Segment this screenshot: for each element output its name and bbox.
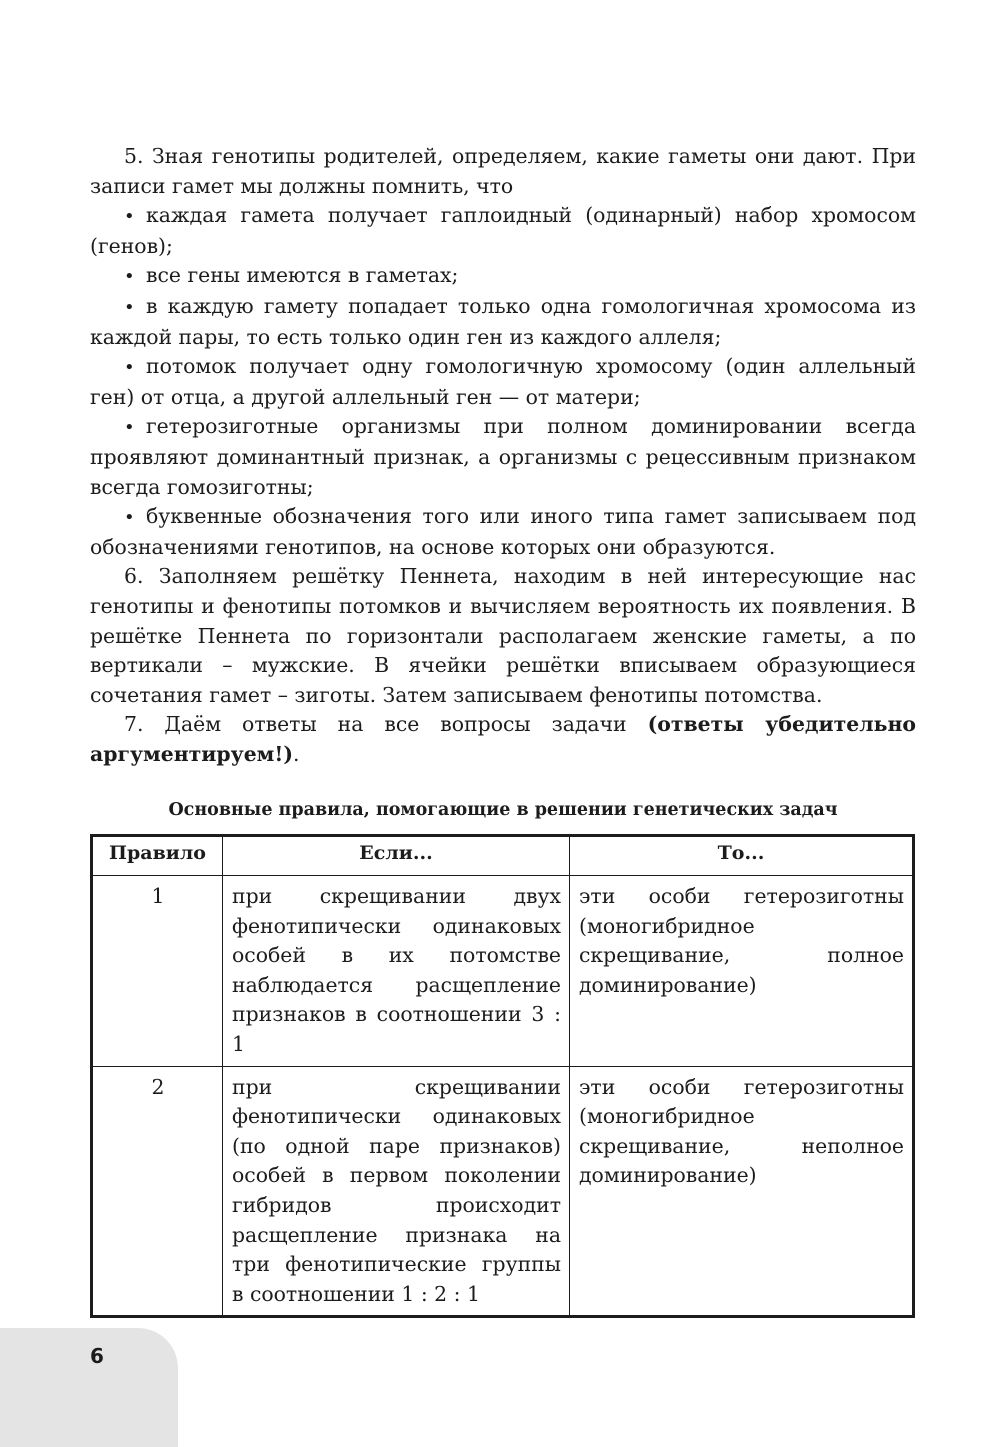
rule-condition: при скрещивании фенотипически одинаковых (по одной паре признаков) особей в первом поколении гибридов происходит расщепление признака на три фенотипические группы в соотношении 1 : 2 : 1 [223,1066,570,1317]
table-row [92,876,914,1067]
rule-result: эти особи гетерозиготны (моногибридное скрещивание, неполное доминирование) [570,1066,914,1317]
paragraph-7 [90,710,916,769]
bullet-text: все гены имеются в гаметах; [146,263,459,288]
bullet-item [90,201,916,261]
bullet-icon: • [124,296,135,318]
bullet-text: гетерозиготные организмы при полном доминировании всегда проявляют доминантный признак, а организмы с рецессивным признаком всегда гомозиготны; [90,414,916,499]
rule-result: эти особи гетерозиготны (моногибридное скрещивание, полное доминирование) [570,876,914,1067]
rules-table [90,834,915,1318]
bullet-icon: • [124,357,135,379]
header-then: То... [570,836,914,876]
bullet-item [90,292,916,352]
page-corner-tab [0,1328,178,1447]
bullet-item [90,261,916,292]
rule-condition: при скрещивании двух фенотипически одинаковых особей в их потомстве наблюдается расщепление признаков в соотношении 3 : 1 [223,876,570,1067]
paragraph-7-end: . [292,741,300,766]
bullet-icon: • [124,507,135,529]
table-title: Основные правила, помогающие в решении генетических задач [168,800,838,820]
paragraph-5: 5. Зная генотипы родителей, определяем, какие гаметы они дают. При записи гамет мы должны помнить, что [90,144,916,198]
bullet-text: потомок получает одну гомологичную хромосому (один аллельный ген) от отца, а другой аллельный ген — от матери; [90,354,916,409]
paragraph-6: 6. Заполняем решётку Пеннета, находим в ней интересующие нас генотипы и фенотипы потомков и вычисляем вероятность их появления. В решётке Пеннета по горизонтали располагаем женские гаметы, а по вертикали – мужские. В ячейки решётки вписываем образующиеся сочетания гамет – зиготы. Затем записываем фенотипы потомства. [90,564,916,707]
bullet-icon: • [124,266,135,288]
page-number: 6 [90,1344,104,1368]
header-if: Если... [223,836,570,876]
bullet-item [90,502,916,562]
bullet-item [90,352,916,412]
bullet-text: буквенные обозначения того или иного типа гамет записываем под обозначениями генотипов, на основе которых они образуются. [90,504,916,559]
bullet-text: в каждую гамету попадает только одна гомологичная хромосома из каждой пары, то есть только один ген из каждого аллеля; [90,293,916,349]
bullet-icon: • [124,417,135,439]
table-header-row [92,836,914,876]
header-rule: Правило [92,836,223,876]
main-text [90,142,916,769]
rule-number: 1 [92,876,223,1067]
bullet-icon: • [124,206,135,228]
bullet-item [90,412,916,502]
paragraph-7-bold: (ответы убедительно аргументируем!) [90,712,917,766]
paragraph-7-text: 7. Даём ответы на все вопросы задачи [124,712,648,737]
table-row [92,1066,914,1317]
rule-number: 2 [92,1066,223,1317]
bullet-text: каждая гамета получает гаплоидный (одинарный) набор хромосом (генов); [90,203,916,258]
